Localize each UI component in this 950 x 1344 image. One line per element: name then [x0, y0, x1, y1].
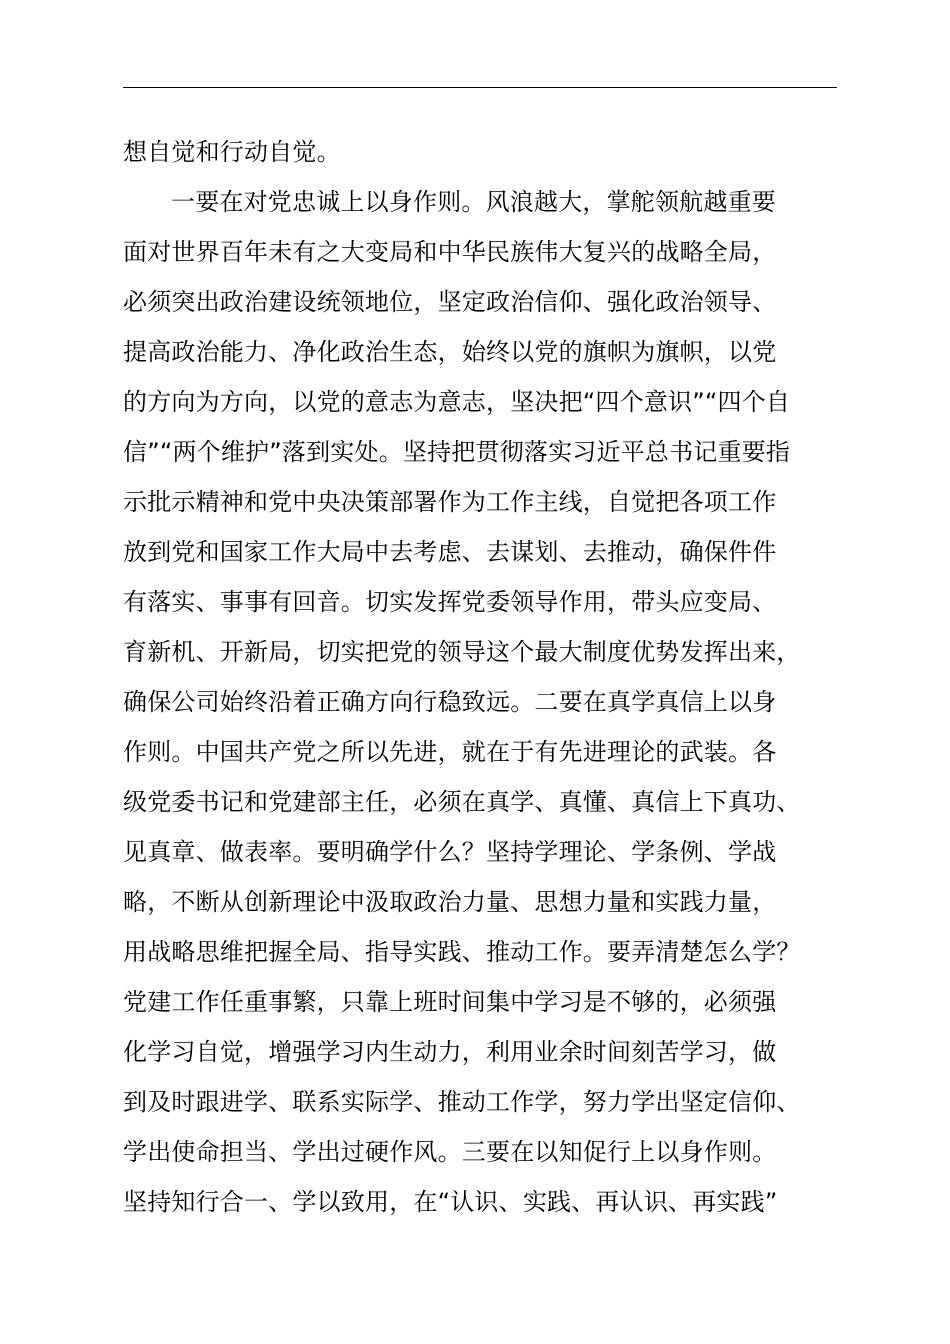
- text-line: 必须突出政治建设统领地位，坚定政治信仰、强化政治领导、: [123, 288, 777, 316]
- text-line: 示批示精神和党中央决策部署作为工作主线，自觉把各项工作: [123, 488, 777, 516]
- text-line: 信”“两个维护”落到实处。坚持把贯彻落实习近平总书记重要指: [123, 438, 791, 466]
- text-line: 坚持知行合一、学以致用，在“认识、实践、再认识、再实践”: [123, 1188, 778, 1216]
- text-line: 党建工作任重事繁，只靠上班时间集中学习是不够的，必须强: [123, 988, 777, 1016]
- text-line: 育新机、开新局，切实把党的领导这个最大制度优势发挥出来，: [123, 638, 801, 666]
- header-rule: [123, 87, 837, 88]
- body-text: [123, 127, 883, 1227]
- text-line: 作则。中国共产党之所以先进，就在于有先进理论的武装。各: [123, 738, 777, 766]
- text-line: 略，不断从创新理论中汲取政治力量、思想力量和实践力量，: [123, 888, 777, 916]
- text-line: 面对世界百年未有之大变局和中华民族伟大复兴的战略全局，: [123, 238, 777, 266]
- text-line: 有落实、事事有回音。切实发挥党委领导作用，带头应变局、: [123, 588, 777, 616]
- text-line: 一要在对党忠诚上以身作则。风浪越大，掌舵领航越重要: [171, 188, 776, 216]
- text-line: 确保公司始终沿着正确方向行稳致远。二要在真学真信上以身: [123, 688, 777, 716]
- text-line: 的方向为方向，以党的意志为意志，坚决把“四个意识”“四个自: [123, 388, 791, 416]
- text-line: 放到党和国家工作大局中去考虑、去谋划、去推动，确保件件: [123, 538, 777, 566]
- text-line: 学出使命担当、学出过硬作风。三要在以知促行上以身作则。: [123, 1138, 777, 1166]
- text-line: 化学习自觉，增强学习内生动力，利用业余时间刻苦学习，做: [123, 1038, 777, 1066]
- text-line: 提高政治能力、净化政治生态，始终以党的旗帜为旗帜，以党: [123, 338, 777, 366]
- text-line: 见真章、做表率。要明确学什么？坚持学理论、学条例、学战: [123, 838, 777, 866]
- text-line: 到及时跟进学、联系实际学、推动工作学，努力学出坚定信仰、: [123, 1088, 801, 1116]
- text-line: 用战略思维把握全局、指导实践、推动工作。要弄清楚怎么学？: [123, 938, 801, 966]
- text-line: 想自觉和行动自觉。: [123, 138, 341, 166]
- text-line: 级党委书记和党建部主任，必须在真学、真懂、真信上下真功、: [123, 788, 801, 816]
